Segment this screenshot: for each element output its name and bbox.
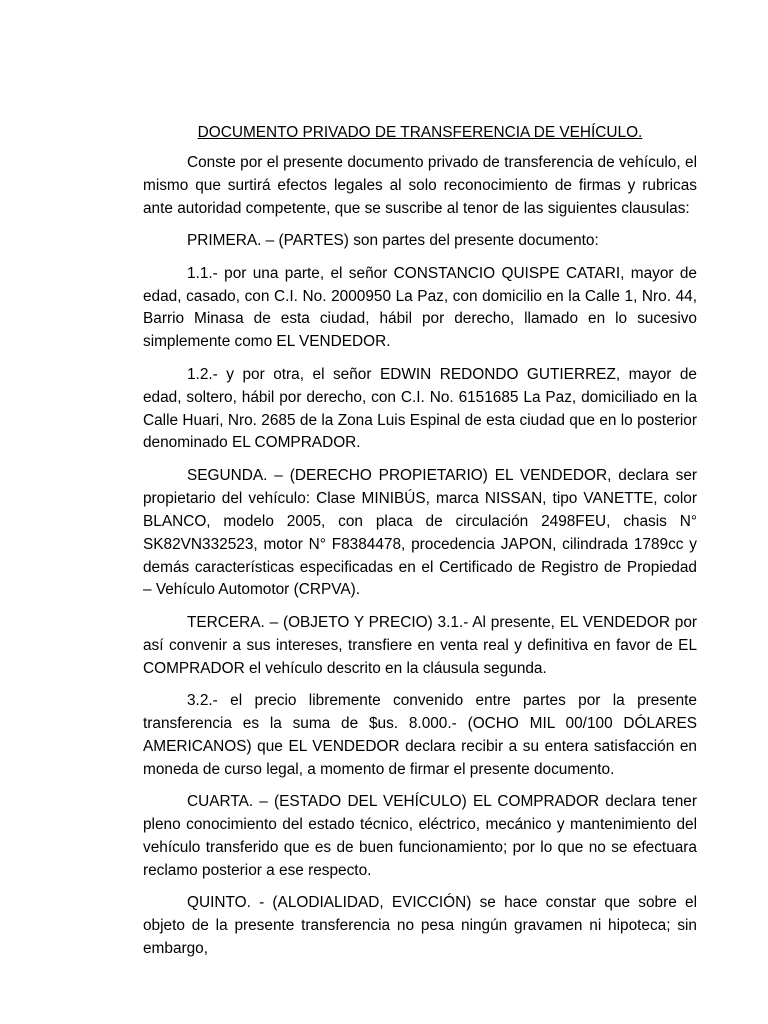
clause-segunda: SEGUNDA. – (DERECHO PROPIETARIO) EL VENDEDOR, declara ser propietario del vehículo: Clase MINIBÚS, marca NISSAN, tipo VANETTE, color BLANCO, modelo 2005, con placa de circulación 2498FEU, chasis N° SK82VN332523, motor N° F8384478, procedencia JAPON, cilindrada 1789cc y demás características especificadas en el Certificado de Registro de Propiedad – Vehículo Automotor (CRPVA). (143, 466, 697, 599)
clause-1-1-seller: 1.1.- por una parte, el señor CONSTANCIO QUISPE CATARI, mayor de edad, casado, con C.I. No. 2000950 La Paz, con domicilio en la Calle 1, Nro. 44, Barrio Minasa de esta ciudad, hábil por derecho, llamado en lo sucesivo simplemente como EL VENDEDOR. (143, 264, 697, 351)
clause-quinto: QUINTO. - (ALODIALIDAD, EVICCIÓN) se hace constar que sobre el objeto de la presente transferencia no pesa ningún gravamen ni hipoteca; sin embargo, (143, 894, 697, 958)
document-title: DOCUMENTO PRIVADO DE TRANSFERENCIA DE VEHÍCULO. (197, 124, 643, 141)
paragraph-preamble: Conste por el presente documento privado de transferencia de vehículo, el mismo que surtirá efectos legales al solo reconocimiento de firmas y rubricas ante autoridad competente, que se suscribe al tenor de las siguientes clausulas: (143, 154, 697, 217)
clause-primera: PRIMERA. – (PARTES) son partes del presente documento: (187, 232, 599, 250)
clause-3-2-price: 3.2.- el precio libremente convenido entre partes por la presente transferencia es la suma de $us. 8.000.- (OCHO MIL 00/100 DÓLARES AMERICANOS) que EL VENDEDOR declara recibir a su entera satisfacción en moneda de curso legal, a momento de firmar el presente documento. (143, 692, 697, 778)
clause-cuarta: CUARTA. – (ESTADO DEL VEHÍCULO) EL COMPRADOR declara tener pleno conocimiento del estado técnico, eléctrico, mecánico y mantenimiento del vehículo transferido que es de buen funcionamiento; por lo que no se efectuara reclamo posterior a ese respecto. (143, 793, 697, 879)
document-body (143, 121, 697, 971)
clause-tercera: TERCERA. – (OBJETO Y PRECIO) 3.1.- Al presente, EL VENDEDOR por así convenir a sus intereses, transfiere en venta real y definitiva en favor de EL COMPRADOR el vehículo descrito en la cláusula segunda. (143, 613, 697, 677)
clause-1-2-buyer: 1.2.- y por otra, el señor EDWIN REDONDO GUTIERREZ, mayor de edad, soltero, hábil por derecho, con C.I. No. 6151685 La Paz, domiciliado en la Calle Huari, Nro. 2685 de la Zona Luis Espinal de esta ciudad que en lo posterior denominado EL COMPRADOR. (143, 365, 697, 452)
